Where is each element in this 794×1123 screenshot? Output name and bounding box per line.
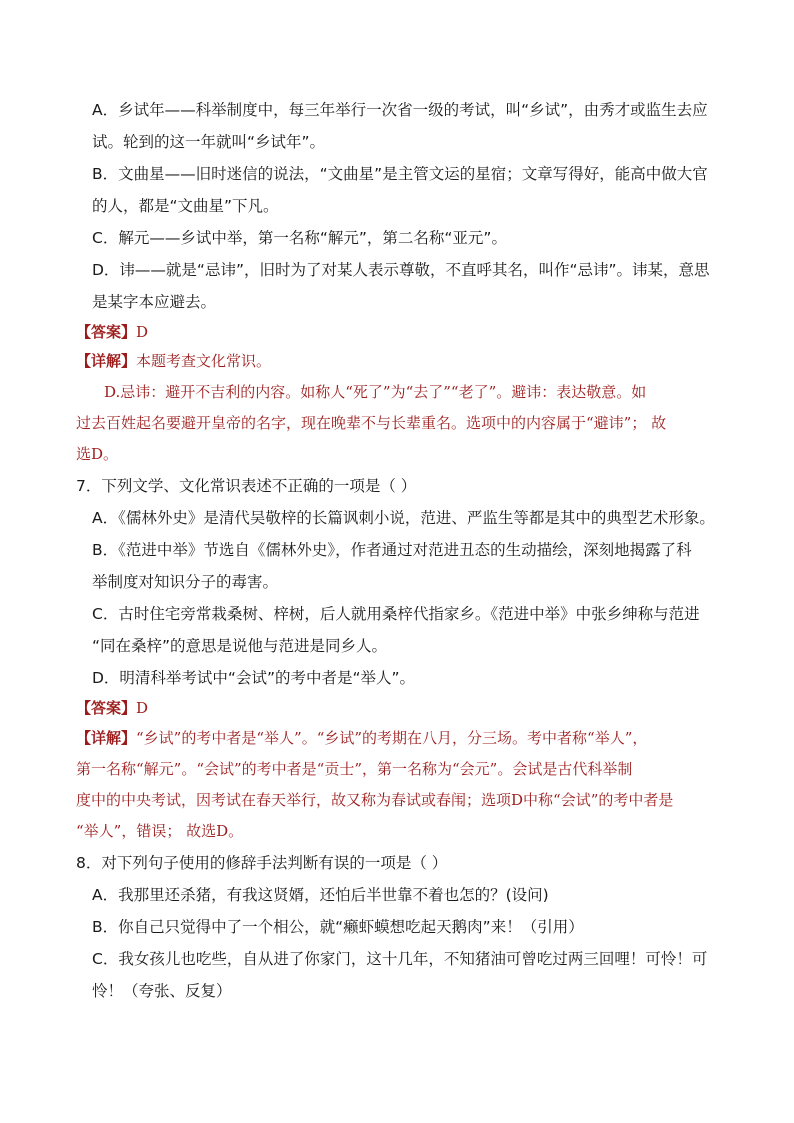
q7-option-a-line1: A．《儒林外史》是清代吴敬梓的长篇讽刺小说，范进、严监生等都是其中的典型艺术形象。: [92, 509, 715, 527]
q8-option-b-line1: B．你自己只觉得中了一个相公，就“癞虾蟆想吃起天鹅肉”来！（引用）: [92, 918, 584, 936]
q7-detail: [76, 727, 647, 749]
detail-tag: 【详解】: [76, 352, 137, 370]
q7-answer: [76, 697, 148, 719]
detail-tag: 【详解】: [76, 729, 137, 747]
q6-option-c-line1: C．解元——乡试中举，第一名称“解元”，第二名称“亚元”。: [92, 229, 507, 247]
detail-text: “乡试”的考中者是“举人”。“乡试”的考期在八月，分三场。考中者称“举人”，: [136, 729, 648, 747]
answer-tag: 【答案】: [76, 699, 137, 717]
q8-option-c-line2: 怜！（夸张、反复）: [92, 982, 232, 1000]
q6-answer: [76, 321, 148, 343]
q7-option-b-line2: 举制度对知识分子的毒害。: [92, 573, 279, 591]
q7-detail-line3: 度中的中央考试，因考试在春天举行，故又称为春试或春闱；选项D中称“会试”的考中者是: [76, 791, 674, 809]
answer-value: D: [136, 323, 149, 341]
detail-text: 本题考查文化常识。: [136, 352, 272, 370]
answer-value: D: [136, 699, 149, 717]
q6-detail: [76, 350, 271, 372]
q7-option-d-line1: D．明清科举考试中“会试”的考中者是“举人”。: [92, 669, 416, 687]
q7-detail-line4: “举人”，错误； 故选D。: [76, 822, 244, 840]
q6-detail-line2: D.忌讳：避开不吉利的内容。如称人“死了”为“去了”“老了”。避讳：表达敬意。如: [104, 383, 647, 401]
q6-option-b-line1: B．文曲星——旧时迷信的说法，“文曲星”是主管文运的星宿；文章写得好，能高中做大官: [92, 165, 708, 183]
q7-detail-line2: 第一名称“解元”。“会试”的考中者是“贡士”，第一名称为“会元”。会试是古代科举制: [76, 760, 633, 778]
answer-tag: 【答案】: [76, 323, 137, 341]
q6-option-d-line2: 是某字本应避去。: [92, 293, 217, 311]
q6-option-d-line1: D．讳——就是“忌讳”，旧时为了对某人表示尊敬，不直呼其名，叫作“忌讳”。讳某，意思: [92, 261, 710, 279]
q6-detail-line3: 过去百姓起名要避开皇帝的名字，现在晚辈不与长辈重名。选项中的内容属于“避讳”； 故: [76, 414, 667, 432]
q6-option-a-line2: 试。轮到的这一年就叫“乡试年”。: [92, 133, 326, 151]
q6-option-a-line1: A．乡试年——科举制度中，每三年举行一次省一级的考试，叫“乡试”，由秀才或监生去应: [92, 101, 708, 119]
q8-question: 8．对下列句子使用的修辞手法判断有误的一项是（ ）: [76, 854, 448, 872]
q7-option-c-line1: C．古时住宅旁常栽桑树、梓树，后人就用桑梓代指家乡。《范进中举》中张乡绅称与范进: [92, 605, 700, 623]
q8-option-a-line1: A．我那里还杀猪，有我这贤婿，还怕后半世靠不着也怎的？(设问): [92, 886, 549, 904]
q7-option-c-line2: “同在桑梓”的意思是说他与范进是同乡人。: [92, 637, 388, 655]
q6-detail-line4: 选D。: [76, 445, 119, 463]
q8-option-c-line1: C．我女孩儿也吃些，自从进了你家门，这十几年，不知猪油可曾吃过两三回哩！可怜！可: [92, 950, 708, 968]
q6-option-b-line2: 的人，都是“文曲星”下凡。: [92, 197, 279, 215]
q7-option-b-line1: B．《范进中举》节选自《儒林外史》，作者通过对范进丑态的生动描绘，深刻地揭露了科: [92, 541, 692, 559]
q7-question: 7．下列文学、文化常识表述不正确的一项是（ ）: [76, 477, 417, 495]
